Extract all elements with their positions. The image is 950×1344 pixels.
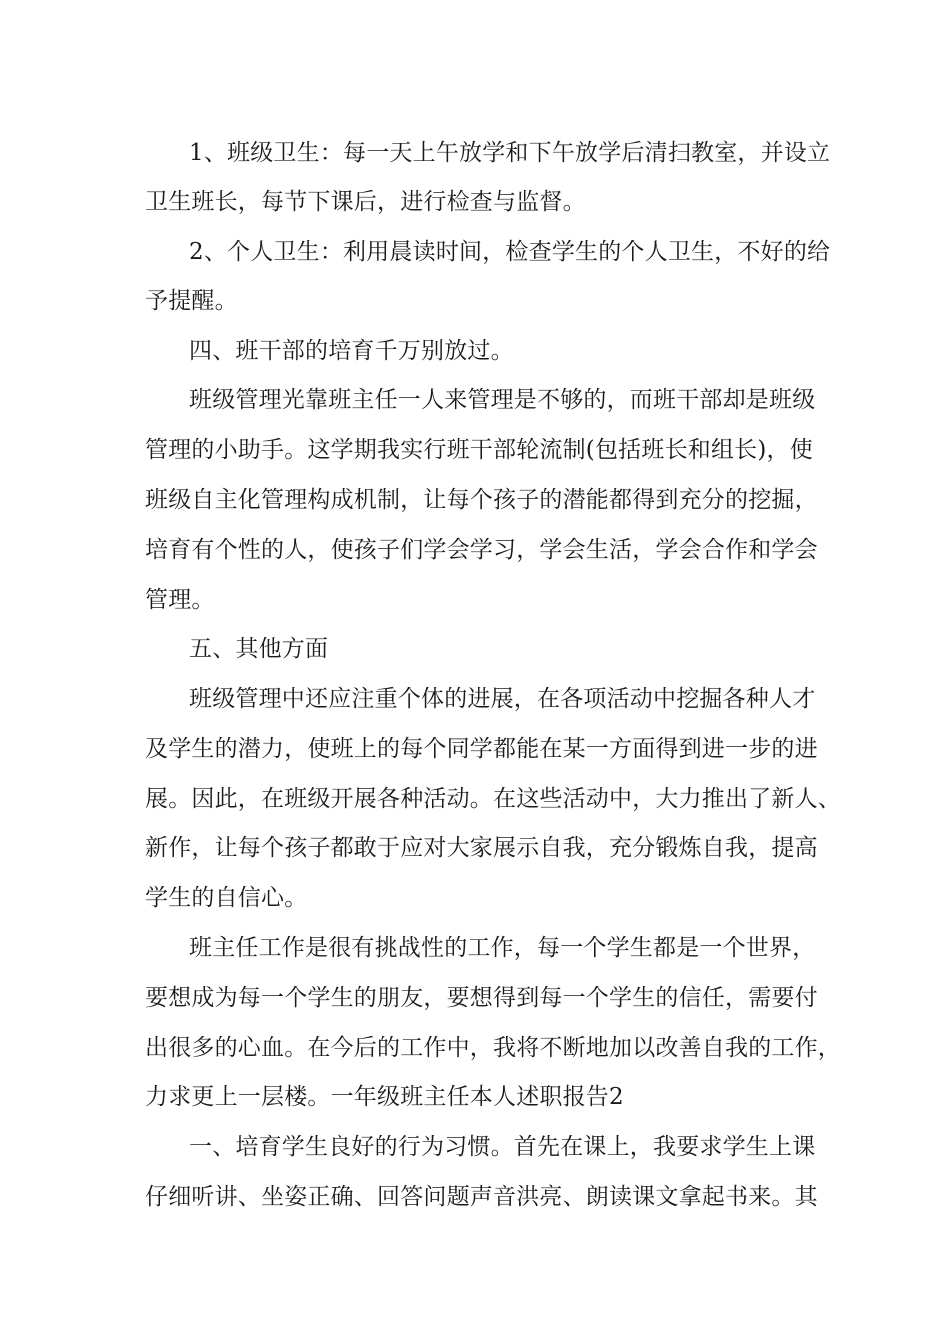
text-line-7: 管理的小助手。这学期我实行班干部轮流制(包括班长和组长)，使 bbox=[145, 437, 813, 463]
text-line-4: 予提醒。 bbox=[145, 288, 238, 314]
section-heading-5: 五、其他方面 bbox=[189, 636, 329, 662]
text-line-10: 管理。 bbox=[145, 587, 215, 613]
text-line-22: 仔细听讲、坐姿正确、回答问题声音洪亮、朗读课文拿起书来。其 bbox=[145, 1184, 818, 1210]
text-line-17: 班主任工作是很有挑战性的工作，每一个学生都是一个世界， bbox=[189, 935, 816, 961]
text-line-20: 力求更上一层楼。一年级班主任本人述职报告2 bbox=[145, 1084, 624, 1110]
text-line-18: 要想成为每一个学生的朋友，要想得到每一个学生的信任，需要付 bbox=[145, 985, 818, 1011]
text-line-3: 2、个人卫生：利用晨读时间，检查学生的个人卫生，不好的给 bbox=[189, 239, 831, 265]
section-heading-4: 四、班干部的培育千万别放过。 bbox=[189, 338, 514, 364]
text-line-15: 新作，让每个孩子都敢于应对大家展示自我，充分锻炼自我，提高 bbox=[145, 835, 818, 861]
text-line-21: 一、培育学生良好的行为习惯。首先在课上，我要求学生上课 bbox=[189, 1134, 816, 1160]
text-line-6: 班级管理光靠班主任一人来管理是不够的，而班干部却是班级 bbox=[189, 387, 816, 413]
text-line-1: 1、班级卫生：每一天上午放学和下午放学后清扫教室，并设立 bbox=[189, 140, 831, 166]
text-line-8: 班级自主化管理构成机制，让每个孩子的潜能都得到充分的挖掘， bbox=[145, 487, 818, 513]
text-line-16: 学生的自信心。 bbox=[145, 885, 308, 911]
text-line-9: 培育有个性的人，使孩子们学会学习，学会生活，学会合作和学会 bbox=[145, 537, 818, 563]
text-line-13: 及学生的潜力，使班上的每个同学都能在某一方面得到进一步的进 bbox=[145, 736, 818, 762]
text-line-19: 出很多的心血。在今后的工作中，我将不断地加以改善自我的工作， bbox=[145, 1035, 841, 1061]
text-line-2: 卫生班长，每节下课后，进行检查与监督。 bbox=[145, 189, 586, 215]
text-line-14: 展。因此，在班级开展各种活动。在这些活动中，大力推出了新人、 bbox=[145, 786, 841, 812]
text-line-12: 班级管理中还应注重个体的进展，在各项活动中挖掘各种人才 bbox=[189, 686, 816, 712]
